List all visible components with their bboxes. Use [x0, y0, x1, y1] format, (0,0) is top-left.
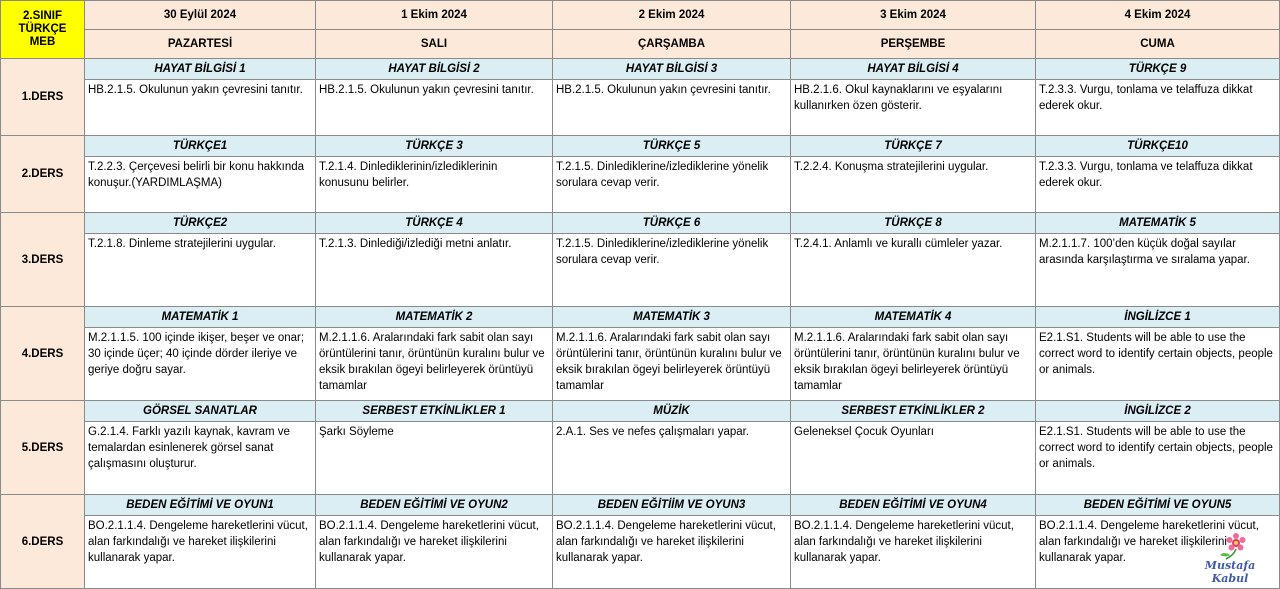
lesson-subject-row [1, 401, 1280, 422]
date-header: 2 Ekim 2024 [553, 1, 791, 30]
day-header: CUMA [1036, 30, 1280, 59]
date-header: 4 Ekim 2024 [1036, 1, 1280, 30]
objective-text: E2.1.S1. Students will be able to use the correct word to identify certain objects, people or animals. [1036, 328, 1280, 401]
day-header: SALI [316, 30, 553, 59]
subject-title: TÜRKÇE 8 [791, 213, 1036, 234]
date-header: 3 Ekim 2024 [791, 1, 1036, 30]
objective-text: T.2.1.5. Dinlediklerine/izlediklerine yönelik sorulara cevap verir. [553, 234, 791, 307]
subject-title: TÜRKÇE1 [85, 136, 316, 157]
objective-text: T.2.1.3. Dinlediği/izlediği metni anlatır. [316, 234, 553, 307]
subject-title: HAYAT BİLGİSİ 3 [553, 59, 791, 80]
subject-title: TÜRKÇE 7 [791, 136, 1036, 157]
subject-title: TÜRKÇE 4 [316, 213, 553, 234]
subject-title: SERBEST ETKİNLİKLER 2 [791, 401, 1036, 422]
subject-title: MATEMATİK 2 [316, 307, 553, 328]
subject-title: HAYAT BİLGİSİ 1 [85, 59, 316, 80]
objective-text: M.2.1.1.6. Aralarındaki fark sabit olan sayı örüntülerini tanır, örüntünün kuralını bulur ve eksik bırakılan ögeyi belirleyerek örüntüyü tamamlar [553, 328, 791, 401]
class-subject: TÜRKÇE [18, 23, 67, 35]
date-header: 1 Ekim 2024 [316, 1, 553, 30]
objective-text: 2.A.1. Ses ve nefes çalışmaları yapar. [553, 422, 791, 495]
lesson-subject-row [1, 59, 1280, 80]
subject-title: İNGİLİZCE 2 [1036, 401, 1280, 422]
class-info-cell [1, 1, 85, 59]
class-grade: 2.SINIF [23, 10, 62, 22]
subject-title: TÜRKÇE10 [1036, 136, 1280, 157]
objective-text: BO.2.1.1.4. Dengeleme hareketlerini vücut, alan farkındalığı ve hareket ilişkilerini kullanarak yapar. [791, 516, 1036, 589]
subject-title: MÜZİK [553, 401, 791, 422]
subject-title: TÜRKÇE 6 [553, 213, 791, 234]
subject-title: İNGİLİZCE 1 [1036, 307, 1280, 328]
lesson-subject-row [1, 213, 1280, 234]
subject-title: TÜRKÇE 9 [1036, 59, 1280, 80]
day-header: ÇARŞAMBA [553, 30, 791, 59]
subject-title: TÜRKÇE 5 [553, 136, 791, 157]
lesson-number: 6.DERS [1, 495, 85, 589]
subject-title: BEDEN EĞİTİMİ VE OYUN4 [791, 495, 1036, 516]
objective-text: HB.2.1.5. Okulunun yakın çevresini tanıtır. [553, 80, 791, 136]
objective-text: M.2.1.1.6. Aralarındaki fark sabit olan sayı örüntülerini tanır, örüntünün kuralını bulur ve eksik bırakılan ögeyi belirleyerek örüntüyü tamamlar [791, 328, 1036, 401]
objective-text: T.2.1.4. Dinlediklerinin/izlediklerinin konusunu belirler. [316, 157, 553, 213]
signature-logo [1186, 533, 1274, 585]
objective-text: BO.2.1.1.4. Dengeleme hareketlerini vücut, alan farkındalığı ve hareket ilişkilerini kullanarak yapar. [316, 516, 553, 589]
subject-title: GÖRSEL SANATLAR [85, 401, 316, 422]
subject-title: MATEMATİK 3 [553, 307, 791, 328]
lesson-number: 3.DERS [1, 213, 85, 307]
subject-title: BEDEN EĞİTİMİ VE OYUN2 [316, 495, 553, 516]
objective-text: T.2.2.4. Konuşma stratejilerini uygular. [791, 157, 1036, 213]
lesson-number: 5.DERS [1, 401, 85, 495]
objective-text: BO.2.1.1.4. Dengeleme hareketlerini vücut, alan farkındalığı ve hareket ilişkilerini kullanarak yapar. [1036, 516, 1280, 589]
subject-title: HAYAT BİLGİSİ 2 [316, 59, 553, 80]
objective-text: HB.2.1.5. Okulunun yakın çevresini tanıtır. [85, 80, 316, 136]
objective-text: M.2.1.1.6. Aralarındaki fark sabit olan sayı örüntülerini tanır, örüntünün kuralını bulur ve eksik bırakılan ögeyi belirleyerek örüntüyü tamamlar [316, 328, 553, 401]
objective-text: M.2.1.1.5. 100 içinde ikişer, beşer ve onar; 30 içinde üçer; 40 içinde dörder ileriye ve geriye doğru sayar. [85, 328, 316, 401]
lesson-objective-row [1, 422, 1280, 495]
lesson-subject-row [1, 307, 1280, 328]
objective-text: E2.1.S1. Students will be able to use the correct word to identify certain objects, people or animals. [1036, 422, 1280, 495]
objective-text: M.2.1.1.7. 100’den küçük doğal sayılar arasında karşılaştırma ve sıralama yapar. [1036, 234, 1280, 307]
lesson-number: 2.DERS [1, 136, 85, 213]
lesson-objective-row [1, 234, 1280, 307]
lesson-objective-row [1, 516, 1280, 589]
subject-title: MATEMATİK 1 [85, 307, 316, 328]
date-header: 30 Eylül 2024 [85, 1, 316, 30]
lesson-number: 4.DERS [1, 307, 85, 401]
lesson-subject-row [1, 136, 1280, 157]
objective-text: G.2.1.4. Farklı yazılı kaynak, kavram ve temalardan esinlenerek görsel sanat çalışmasını oluşturur. [85, 422, 316, 495]
objective-text: T.2.1.8. Dinleme stratejilerini uygular. [85, 234, 316, 307]
objective-text: T.2.2.3. Çerçevesi belirli bir konu hakkında konuşur.(YARDIMLAŞMA) [85, 157, 316, 213]
subject-title: BEDEN EĞİTİİM VE OYUN3 [553, 495, 791, 516]
objective-text: HB.2.1.5. Okulunun yakın çevresini tanıtır. [316, 80, 553, 136]
subject-title: TÜRKÇE2 [85, 213, 316, 234]
subject-title: SERBEST ETKİNLİKLER 1 [316, 401, 553, 422]
lesson-objective-row [1, 328, 1280, 401]
lesson-objective-row [1, 80, 1280, 136]
subject-title: BEDEN EĞİTİMİ VE OYUN1 [85, 495, 316, 516]
lesson-number: 1.DERS [1, 59, 85, 136]
objective-text: T.2.3.3. Vurgu, tonlama ve telaffuza dikkat ederek okur. [1036, 80, 1280, 136]
subject-title: TÜRKÇE 3 [316, 136, 553, 157]
subject-title: MATEMATİK 5 [1036, 213, 1280, 234]
signature-text: Mustafa Kabul [1204, 559, 1256, 585]
lesson-subject-row [1, 495, 1280, 516]
subject-title: MATEMATİK 4 [791, 307, 1036, 328]
objective-text: T.2.3.3. Vurgu, tonlama ve telaffuza dikkat ederek okur. [1036, 157, 1280, 213]
lesson-objective-row [1, 157, 1280, 213]
objective-text: Şarkı Söyleme [316, 422, 553, 495]
class-source: MEB [29, 36, 56, 48]
subject-title: HAYAT BİLGİSİ 4 [791, 59, 1036, 80]
flower-icon [1186, 533, 1274, 561]
objective-text: BO.2.1.1.4. Dengeleme hareketlerini vücut, alan farkındalığı ve hareket ilişkilerini kullanarak yapar. [553, 516, 791, 589]
day-header: PAZARTESİ [85, 30, 316, 59]
objective-text: BO.2.1.1.4. Dengeleme hareketlerini vücut, alan farkındalığı ve hareket ilişkilerini kullanarak yapar. [85, 516, 316, 589]
objective-text: T.2.1.5. Dinlediklerine/izlediklerine yönelik sorulara cevap verir. [553, 157, 791, 213]
objective-text: T.2.4.1. Anlamlı ve kurallı cümleler yazar. [791, 234, 1036, 307]
objective-text: Geleneksel Çocuk Oyunları [791, 422, 1036, 495]
subject-title: BEDEN EĞİTİMİ VE OYUN5 [1036, 495, 1280, 516]
day-header: PERŞEMBE [791, 30, 1036, 59]
objective-text: HB.2.1.6. Okul kaynaklarını ve eşyalarını kullanırken özen gösterir. [791, 80, 1036, 136]
